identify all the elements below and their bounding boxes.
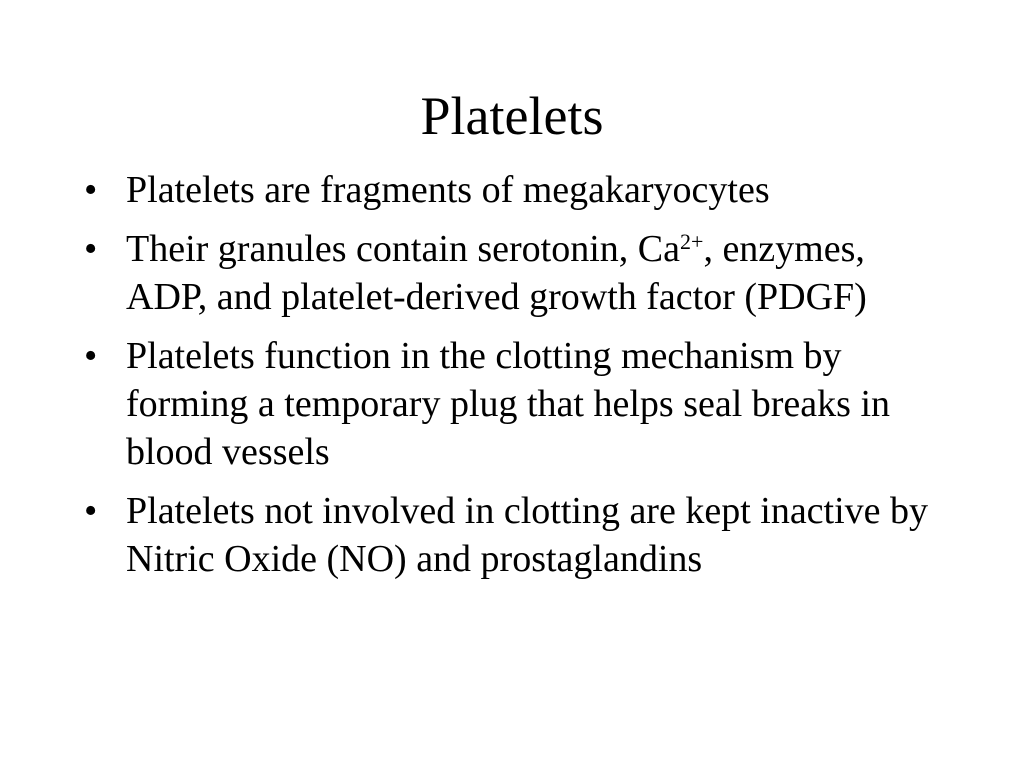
bullet-text: Their granules contain serotonin, Ca [126, 228, 681, 270]
bullet-marker: • [84, 490, 98, 532]
bullet-marker: • [84, 169, 98, 211]
bullet-marker: • [84, 228, 98, 270]
bullet-marker: • [84, 335, 98, 377]
calcium-charge-superscript: 2+ [680, 229, 704, 254]
bullet-item [80, 225, 950, 321]
slide-title: Platelets [420, 86, 604, 146]
bullet-item [80, 166, 950, 214]
bullet-item [80, 332, 950, 476]
bullet-text: Platelets are fragments of megakaryocytes [126, 169, 770, 211]
bullet-text-continued: , enzymes, ADP, and platelet-derived growth factor (PDGF) [126, 228, 867, 318]
bullet-text: Platelets function in the clotting mechanism by forming a temporary plug that helps seal breaks in blood vessels [126, 335, 891, 473]
bullet-list [80, 166, 950, 594]
bullet-text: Platelets not involved in clotting are kept inactive by Nitric Oxide (NO) and prostaglandins [126, 490, 929, 580]
bullet-item [80, 487, 950, 583]
